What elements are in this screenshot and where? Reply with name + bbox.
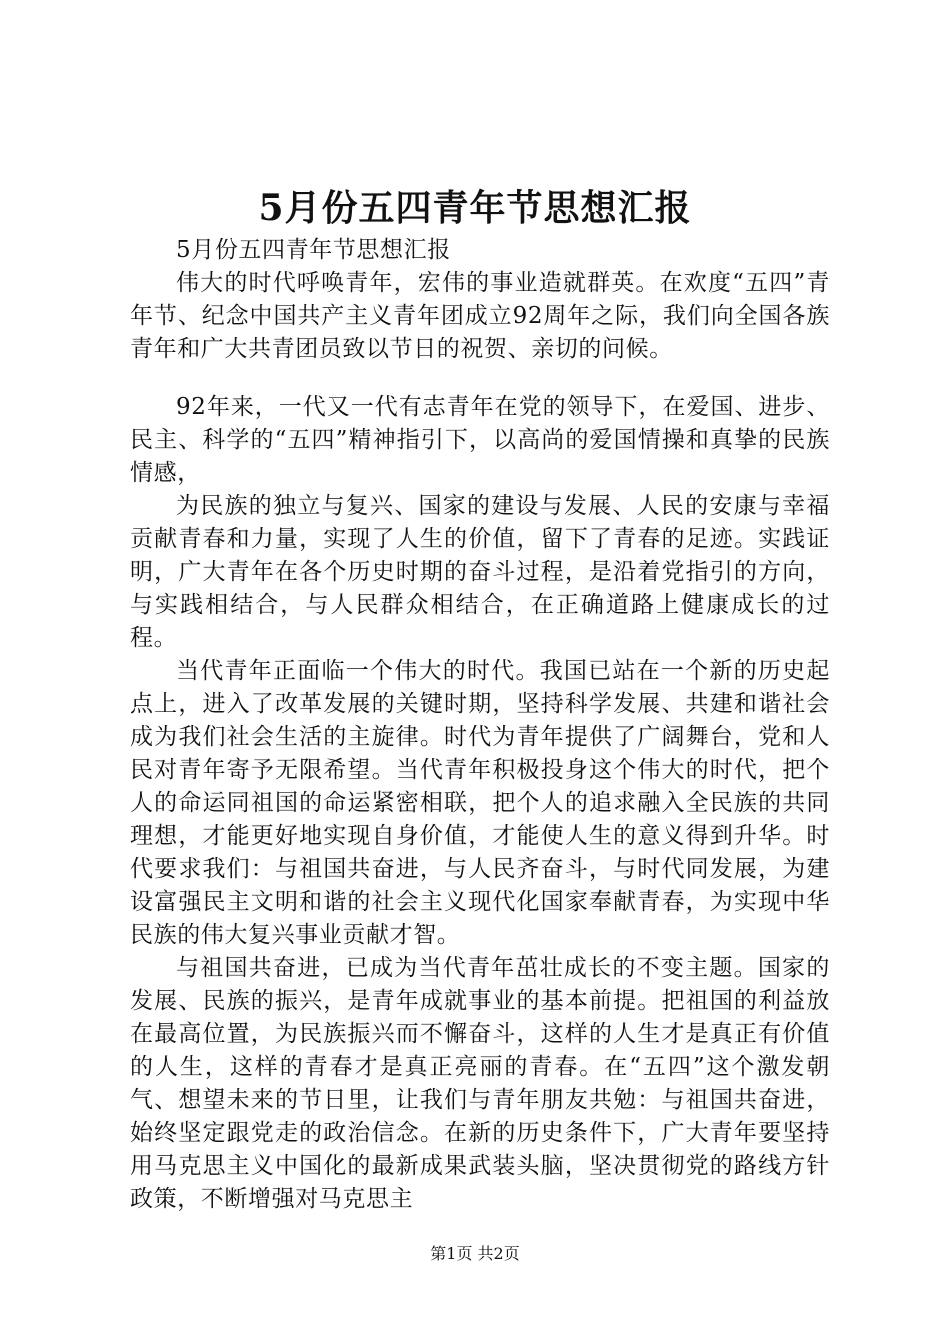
document-title: 5月份五四青年节思想汇报: [258, 187, 692, 229]
paragraph-motherland: 与祖国共奋进，已成为当代青年茁壮成长的不变主题。国家的发展、民族的振兴，是青年成就事业的基本前提。把祖国的利益放在最高位置，为民族振兴而不懈奋斗，这样的人生才是真正有价值的人生，这样的青春才是真正亮丽的青春。在“五四”这个激发朝气、想望未来的节日里，让我们与青年朋友共勉：与祖国共奋进，始终坚定跟党走的政治信念。在新的历史条件下，广大青年要坚持用马克思主义中国化的最新成果武装头脑，坚决贯彻党的路线方针政策，不断增强对马克思主: [130, 955, 830, 1212]
paragraph-intro: 伟大的时代呼唤青年，宏伟的事业造就群英。在欢度“五四”青年节、纪念中国共产主义青年团成立92周年之际，我们向全国各族青年和广大共青团员致以节日的祝贺、亲切的问候。: [130, 270, 830, 362]
page-footer: 第1页 共2页: [430, 1244, 520, 1263]
paragraph-history: 92年来，一代又一代有志青年在党的领导下，在爱国、进步、民主、科学的“五四”精神指引下，以高尚的爱国情操和真挚的民族情感，: [130, 394, 830, 486]
document-body: [130, 234, 830, 1216]
paragraph-era: 当代青年正面临一个伟大的时代。我国已站在一个新的历史起点上，进入了改革发展的关键时期，坚持科学发展、共建和谐社会成为我们社会生活的主旋律。时代为青年提供了广阔舞台，党和人民对青年寄予无限希望。当代青年积极投身这个伟大的时代，把个人的命运同祖国的命运紧密相联，把个人的追求融入全民族的共同理想，才能更好地实现自身价值，才能使人生的意义得到升华。时代要求我们：与祖国共奋进，与人民齐奋斗，与时代同发展，为建设富强民主文明和谐的社会主义现代化国家奉献青春，为实现中华民族的伟大复兴事业贡献才智。: [130, 658, 830, 948]
paragraph-subtitle: 5月份五四青年节思想汇报: [176, 237, 451, 263]
paragraph-contribution: 为民族的独立与复兴、国家的建设与发展、人民的安康与幸福贡献青春和力量，实现了人生的价值，留下了青春的足迹。实践证明，广大青年在各个历史时期的奋斗过程，是沿着党指引的方向，与实践相结合，与人民群众相结合，在正确道路上健康成长的过程。: [130, 493, 830, 651]
